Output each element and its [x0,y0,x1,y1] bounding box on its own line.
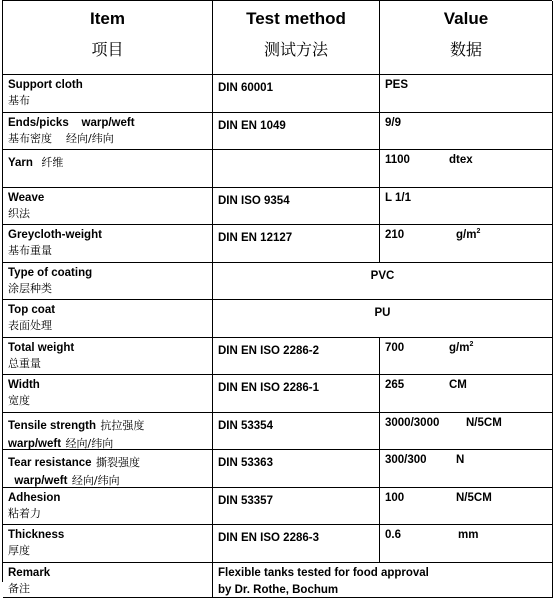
value-thickness [380,525,553,563]
value-text: 300/300 [385,454,427,466]
item-top-coat [3,300,213,338]
item-en: Support cloth [8,79,83,91]
value-ends-picks [380,113,553,151]
value-support-cloth [380,75,553,113]
header-item-cn: 项目 [91,40,124,59]
value-text: 210 [385,229,405,241]
method-text: DIN ISO 9354 [218,194,290,207]
remark-line-2: by Dr. Rothe, Bochum [218,583,339,596]
item-cn: 备注 [8,581,30,595]
value-text: L 1/1 [385,191,411,204]
item-en: Total weight [8,341,75,354]
header-value [380,1,553,75]
value-text: PU [374,307,391,319]
method-adhesion [213,488,380,526]
value-unit: CM [449,379,467,391]
value-total-weight [380,338,553,376]
value-remark [213,563,553,598]
header-method [213,1,380,75]
item-type-of-coating [3,263,213,301]
item-en: Remark [8,566,51,579]
item-cn: 撕裂强度 [96,456,140,469]
item-cn: 厚度 [8,544,30,557]
method-text: DIN 53354 [218,419,273,432]
item-ends-picks [3,113,213,151]
header-value-en: Value [443,9,489,28]
item-cn: 基布 [8,94,30,107]
value-weave [380,188,553,226]
item-en: Greycloth-weight [8,229,102,241]
method-total-weight [213,338,380,376]
item-en-2: warp/weft [8,475,68,487]
remark-line-1: Flexible tanks tested for food approval [218,566,429,579]
item-cn: 粘着力 [8,506,41,520]
method-text: DIN EN 12127 [218,232,293,244]
method-text: DIN 53363 [218,457,273,469]
item-tensile-strength [3,413,213,451]
method-tear-resistance [213,450,380,488]
value-unit: N/5CM [466,416,502,429]
value-unit: N [456,454,465,466]
value-adhesion [380,488,553,526]
item-cn-2: 经向/纬向 [65,436,114,450]
item-width [3,375,213,413]
value-text: 1100 [385,154,410,166]
item-cn-2: 经向/纬向 [71,474,120,487]
item-en: Tear resistance [8,457,92,469]
method-text: DIN EN ISO 2286-2 [218,344,319,357]
item-cn: 纤维 [41,156,64,169]
value-unit: mm [458,529,479,541]
item-greycloth-weight [3,225,213,263]
item-cn: 表面处理 [8,319,52,332]
method-text: DIN EN 1049 [218,119,286,132]
method-text: DIN EN ISO 2286-1 [218,382,319,394]
header-item-en: Item [90,9,125,28]
item-en: Yarn [8,157,33,169]
value-text: 700 [385,341,405,354]
value-text: PVC [370,269,395,282]
item-en: Top coat [8,304,56,316]
value-text: 100 [385,491,405,504]
item-cn: 抗拉强度 [100,418,145,432]
value-text: 9/9 [385,116,401,129]
item-remark [3,563,213,598]
item-en-2: warp/weft [8,437,62,450]
value-unit: N/5CM [456,491,492,504]
value-unit: $g/m^2$ [456,228,481,241]
method-support-cloth [213,75,380,113]
item-thickness [3,525,213,563]
item-cn: 织法 [8,206,30,220]
method-text: DIN 53357 [218,494,273,507]
item-support-cloth [3,75,213,113]
item-en: Thickness [8,529,65,541]
item-en: Weave [8,191,45,204]
method-weave [213,188,380,226]
item-en: Tensile strength [8,419,96,432]
item-cn: 基布密度 经向/纬向 [8,131,114,145]
value-greycloth-weight [380,225,553,263]
value-tear-resistance [380,450,553,488]
value-yarn [380,150,553,188]
item-en: Width [8,379,40,391]
item-tear-resistance [3,450,213,488]
item-yarn [3,150,213,188]
value-text: 265 [385,379,405,391]
method-width [213,375,380,413]
item-en: Type of coating [8,266,93,279]
method-text: DIN 60001 [218,82,273,94]
item-en: Ends/picks warp/weft [8,116,135,129]
method-yarn [213,150,380,188]
method-tensile-strength [213,413,380,451]
item-adhesion [3,488,213,526]
value-text: PES [385,79,409,91]
method-ends-picks [213,113,380,151]
header-value-cn: 数据 [449,40,482,59]
item-cn: 总重量 [8,356,41,370]
spec-table [2,0,552,596]
method-text: DIN EN ISO 2286-3 [218,532,319,544]
item-cn: 宽度 [8,394,30,407]
item-weave [3,188,213,226]
value-width [380,375,553,413]
value-tensile-strength [380,413,553,451]
item-total-weight [3,338,213,376]
value-unit: $g/m^2$ [449,340,474,354]
header-method-cn: 测试方法 [263,40,328,59]
value-unit: dtex [449,154,473,166]
value-top-coat [213,300,553,338]
value-type-of-coating [213,263,553,301]
method-thickness [213,525,380,563]
item-cn: 基布重量 [8,244,52,257]
header-item [3,1,213,75]
value-text: 3000/3000 [385,416,440,429]
method-greycloth-weight [213,225,380,263]
value-text: 0.6 [385,529,401,541]
header-method-en: Test method [246,9,346,28]
item-cn: 涂层种类 [8,281,52,295]
item-en: Adhesion [8,491,61,504]
